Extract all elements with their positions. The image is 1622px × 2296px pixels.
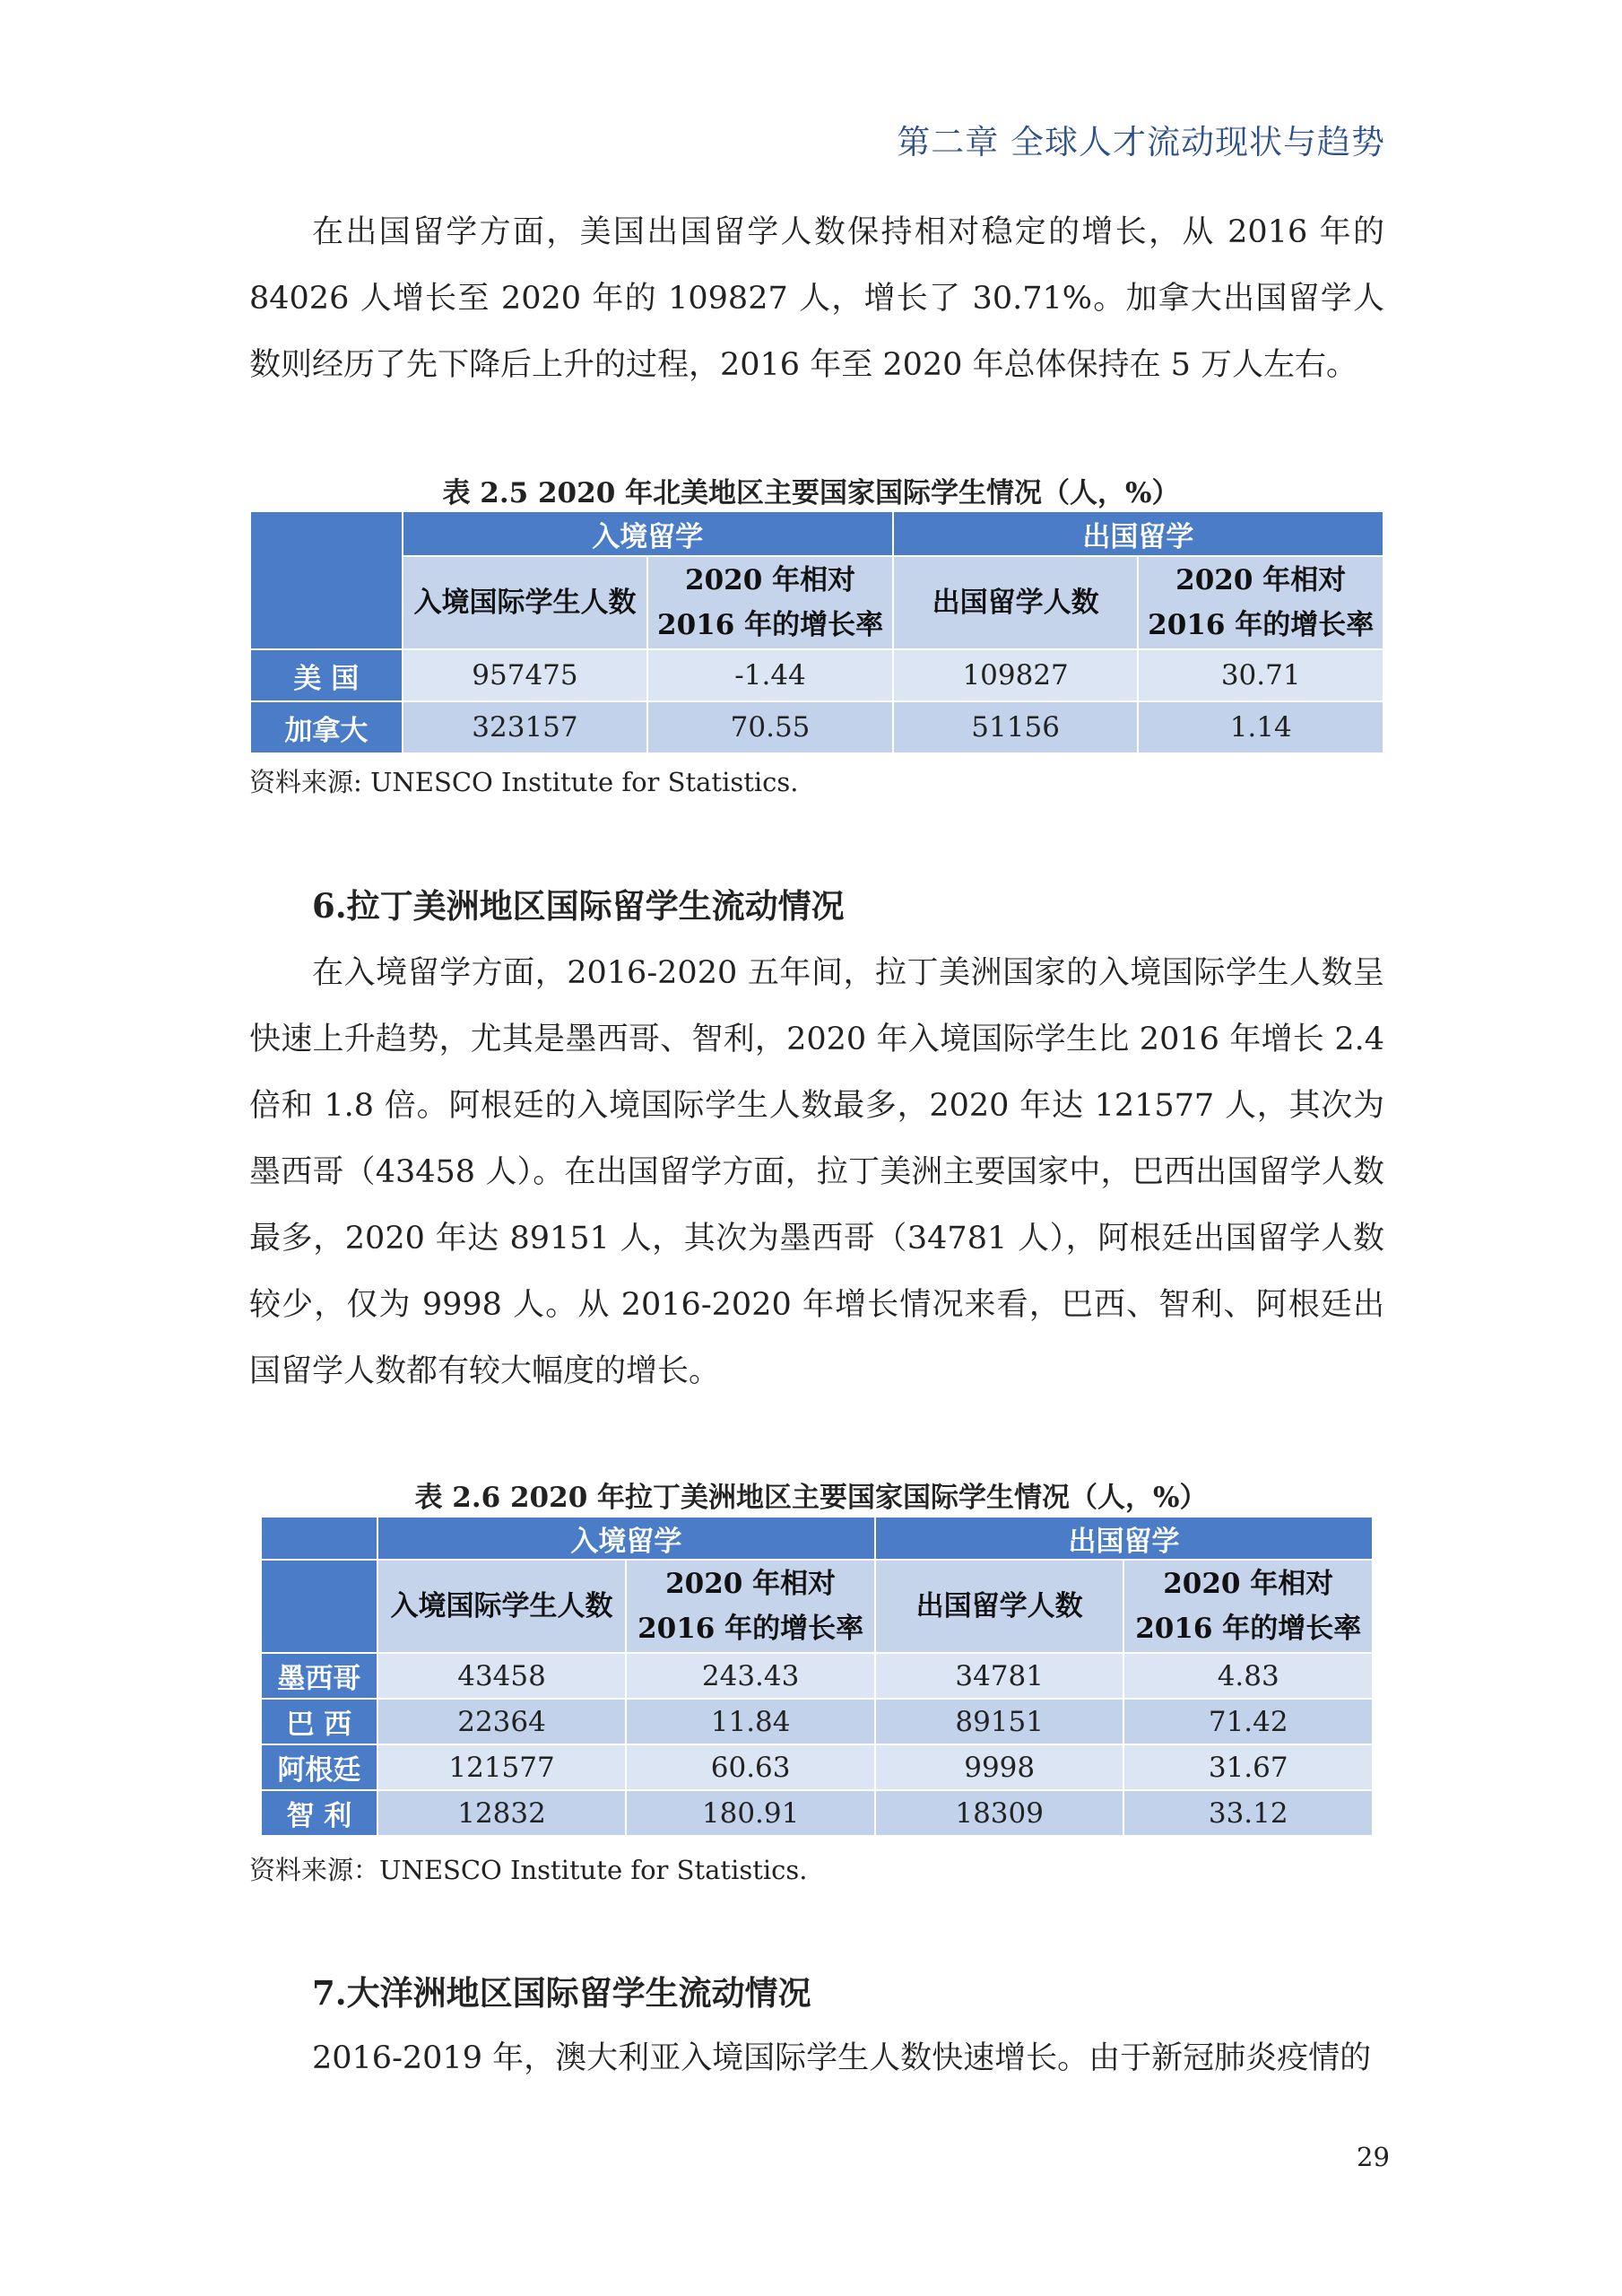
group-header-inbound: 入境留学 bbox=[377, 1517, 875, 1560]
page-number: 29 bbox=[1357, 2142, 1390, 2172]
group-header-inbound: 入境留学 bbox=[403, 511, 893, 556]
table-row bbox=[261, 1790, 1373, 1836]
cell: 121577 bbox=[377, 1744, 627, 1790]
cell: 1.14 bbox=[1138, 701, 1383, 753]
col-header-inbound-count: 入境国际学生人数 bbox=[377, 1560, 627, 1653]
cell: 34781 bbox=[875, 1653, 1124, 1699]
cell: 71.42 bbox=[1123, 1699, 1373, 1744]
table-2-5-source: 资料来源: UNESCO Institute for Statistics. bbox=[249, 767, 799, 797]
table-corner-cell bbox=[261, 1560, 377, 1653]
cell: 323157 bbox=[403, 701, 648, 753]
cell: 4.83 bbox=[1123, 1653, 1373, 1699]
cell: 22364 bbox=[377, 1699, 627, 1744]
col-header-outbound-count: 出国留学人数 bbox=[893, 556, 1139, 649]
table-corner-cell bbox=[250, 511, 403, 649]
col-header-outbound-growth: 2020 年相对 2016 年的增长率 bbox=[1138, 556, 1383, 649]
table-corner-cell bbox=[261, 1517, 377, 1560]
table-2-5-caption: 表 2.5 2020 年北美地区主要国家国际学生情况（人，%） bbox=[442, 477, 1180, 509]
col-header-inbound-count: 入境国际学生人数 bbox=[403, 556, 648, 649]
paragraph-us-canada-outbound bbox=[249, 199, 1384, 398]
table-row bbox=[250, 649, 1383, 701]
cell: 30.71 bbox=[1138, 649, 1383, 701]
cell: 180.91 bbox=[626, 1790, 875, 1836]
row-label: 加拿大 bbox=[250, 701, 403, 753]
col-header-inbound-growth: 2020 年相对 2016 年的增长率 bbox=[647, 556, 893, 649]
table-2-6-caption: 表 2.6 2020 年拉丁美洲地区主要国家国际学生情况（人，%） bbox=[414, 1482, 1208, 1514]
table-row bbox=[261, 1744, 1373, 1790]
row-label: 美 国 bbox=[250, 649, 403, 701]
table-row bbox=[250, 701, 1383, 753]
paragraph-text: 在入境留学方面，2016-2020 五年间，拉丁美洲国家的入境国际学生人数呈快速上升趋势，尤其是墨西哥、智利，2020 年入境国际学生比 2016 年增长 2.4 倍和 1.8 倍。阿根廷的入境国际学生人数最多，2020 年达 121577 人，其次为墨西哥（43458 人）。在出国留学方面，拉丁美洲主要国家中，巴西出国留学人数最多，2020 年达 89151 人，其次为墨西哥（34781 人），阿根廷出国留学人数较少，仅为 9998 人。从 2016-2020 年增长情况来看，巴西、智利、阿根廷出国留学人数都有较大幅度的增长。 bbox=[249, 955, 1384, 1389]
cell: 43458 bbox=[377, 1653, 627, 1699]
col-header-outbound-growth: 2020 年相对 2016 年的增长率 bbox=[1123, 1560, 1373, 1653]
cell: 70.55 bbox=[647, 701, 893, 753]
col-header-inbound-growth: 2020 年相对 2016 年的增长率 bbox=[626, 1560, 875, 1653]
row-label: 阿根廷 bbox=[261, 1744, 377, 1790]
paragraph-text: 2016-2019 年，澳大利亚入境国际学生人数快速增长。由于新冠肺炎疫情的 bbox=[312, 2040, 1372, 2076]
row-label: 智 利 bbox=[261, 1790, 377, 1836]
paragraph-text: 在出国留学方面，美国出国留学人数保持相对稳定的增长，从 2016 年的 84026 人增长至 2020 年的 109827 人，增长了 30.71%。加拿大出国留学人数则经历了先下降后上升的过程，2016 年至 2020 年总体保持在 5 万人左右。 bbox=[249, 214, 1384, 383]
cell: 33.12 bbox=[1123, 1790, 1373, 1836]
paragraph-oceania bbox=[249, 2025, 1384, 2092]
cell: 89151 bbox=[875, 1699, 1124, 1744]
table-row bbox=[261, 1699, 1373, 1744]
cell: 51156 bbox=[893, 701, 1139, 753]
table-2-6-source: 资料来源：UNESCO Institute for Statistics. bbox=[249, 1855, 808, 1885]
cell: 957475 bbox=[403, 649, 648, 701]
cell: 243.43 bbox=[626, 1653, 875, 1699]
section-heading-oceania: 7.大洋洲地区国际留学生流动情况 bbox=[312, 1973, 811, 2013]
table-2-6 bbox=[260, 1516, 1374, 1837]
table-2-5 bbox=[249, 510, 1384, 754]
paragraph-latin-america bbox=[249, 940, 1384, 1405]
cell: 31.67 bbox=[1123, 1744, 1373, 1790]
group-header-outbound: 出国留学 bbox=[893, 511, 1383, 556]
row-label: 巴 西 bbox=[261, 1699, 377, 1744]
table-row bbox=[261, 1653, 1373, 1699]
group-header-outbound: 出国留学 bbox=[875, 1517, 1373, 1560]
cell: 18309 bbox=[875, 1790, 1124, 1836]
row-label: 墨西哥 bbox=[261, 1653, 377, 1699]
cell: 60.63 bbox=[626, 1744, 875, 1790]
cell: 11.84 bbox=[626, 1699, 875, 1744]
section-heading-latin-america: 6.拉丁美洲地区国际留学生流动情况 bbox=[312, 886, 845, 926]
cell: 9998 bbox=[875, 1744, 1124, 1790]
cell: -1.44 bbox=[647, 649, 893, 701]
col-header-outbound-count: 出国留学人数 bbox=[875, 1560, 1124, 1653]
chapter-header: 第二章 全球人才流动现状与趋势 bbox=[897, 123, 1385, 161]
cell: 12832 bbox=[377, 1790, 627, 1836]
cell: 109827 bbox=[893, 649, 1139, 701]
